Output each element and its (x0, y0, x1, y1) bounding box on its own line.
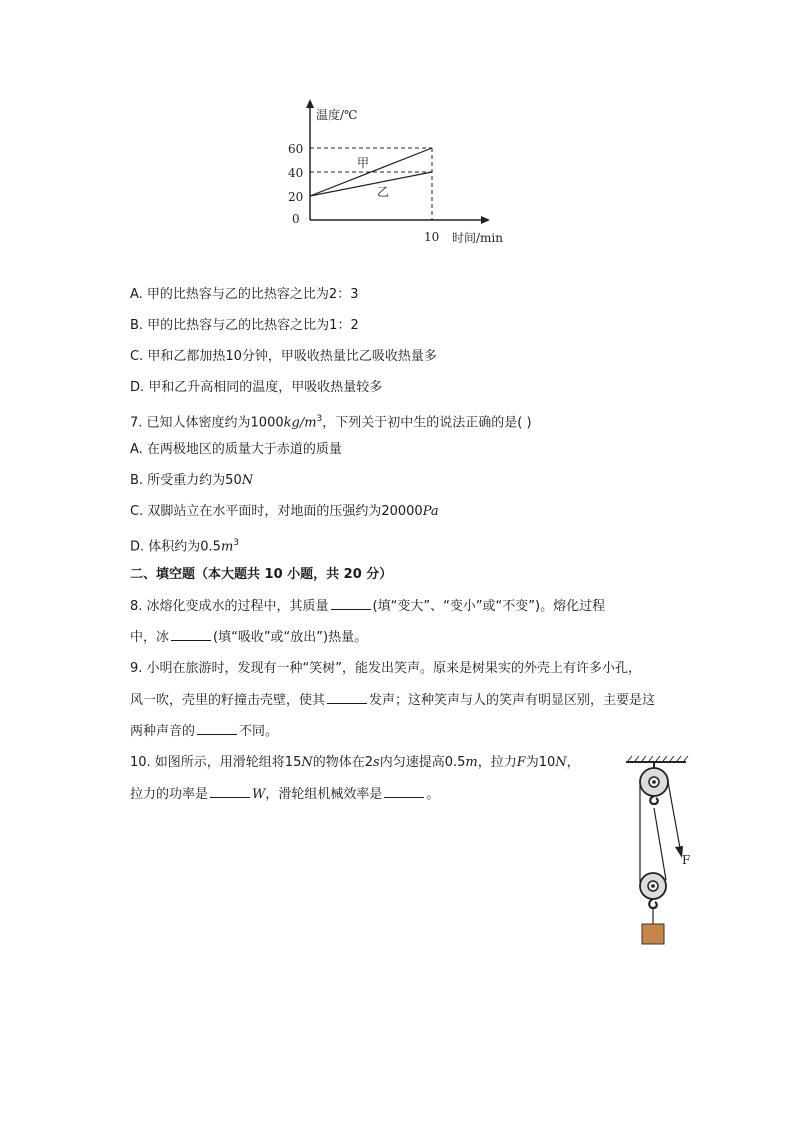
top-pulley-hook (650, 796, 657, 804)
q7-stem (130, 410, 532, 432)
y-axis-arrow (306, 99, 314, 108)
q10-l1-d: ，拉力 (477, 755, 517, 770)
q6-option-b: B. 甲的比热容与乙的比热容之比为1：2 (130, 318, 359, 333)
q7-stem-sup: 3 (316, 414, 323, 424)
q9-blank-1[interactable] (327, 691, 367, 704)
y-axis-label: 温度/℃ (316, 108, 358, 122)
q10-line-2 (130, 785, 439, 804)
q10-l1-f: ， (566, 755, 580, 770)
q8-l1-post: (填“变大”、“变小”或“不变”)。熔化过程 (372, 599, 606, 614)
y-tick-0: 0 (292, 212, 300, 226)
x-tick-10: 10 (424, 230, 440, 244)
load-block (642, 924, 664, 944)
top-pulley-axle (652, 780, 656, 784)
section-2-heading: 二、填空题（本大题共 10 小题，共 20 分） (130, 567, 393, 582)
ceiling-hatching (628, 756, 688, 761)
y-tick-20: 20 (288, 190, 304, 204)
q7-stem-post: ，下列关于初中生的说法正确的是( ) (322, 415, 532, 431)
q10-l1-m: m (465, 755, 478, 770)
temperature-time-graph (280, 95, 520, 255)
line-yi (310, 172, 432, 196)
q7-d-sup: 3 (233, 538, 240, 548)
q6-option-a: A. 甲的比热容与乙的比热容之比为2：3 (130, 287, 359, 302)
q10-l2-c: 。 (426, 787, 440, 802)
q10-l2-a: 拉力的功率是 (130, 787, 209, 802)
q10-blank-2[interactable] (384, 785, 424, 798)
q8-blank-1[interactable] (331, 597, 371, 610)
y-tick-40: 40 (288, 166, 304, 180)
q7-d-unit: m (220, 539, 234, 555)
q7-stem-pre: 7. 已知人体密度约为1000 (130, 415, 284, 431)
q10-blank-1[interactable] (210, 785, 250, 798)
q7-option-c (130, 503, 439, 521)
q8-blank-2[interactable] (171, 628, 211, 641)
q9-l2-post: 发声；这种笑声与人的笑声有明显区别，主要是这 (369, 693, 656, 708)
q7-d-text: D. 体积约为0.5 (130, 539, 221, 555)
q8-l2-post: (填“吸收”或“放出”)热量。 (213, 630, 368, 645)
y-tick-60: 60 (288, 142, 304, 156)
q7-stem-unit: kg/m (283, 415, 317, 431)
force-label: F (682, 853, 691, 867)
q7-option-b (130, 472, 253, 490)
bottom-pulley-hook (649, 899, 656, 908)
q10-l1-a: 10. 如图所示，用滑轮组将15 (130, 755, 302, 770)
q7-b-unit: N (241, 473, 254, 488)
q10-l2-W: W (252, 787, 266, 802)
q9-line-1: 9. 小明在旅游时，发现有一种“笑树”，能发出笑声。原来是树果实的外壳上有许多小孔， (130, 661, 642, 676)
q6-option-d: D. 甲和乙升高相同的温度，甲吸收热量较多 (130, 380, 383, 395)
q10-l2-b: ，滑轮组机械效率是 (265, 787, 383, 802)
rope-middle (654, 808, 666, 880)
q6-option-c: C. 甲和乙都加热10分钟，甲吸收热量比乙吸收热量多 (130, 349, 437, 364)
q10-l1-F: F (516, 755, 526, 770)
q10-l1-e: 为10 (525, 755, 556, 770)
q8-line-1 (130, 597, 605, 616)
line-jia (310, 148, 432, 196)
q9-l3-post: 不同。 (239, 724, 279, 739)
q8-line-2 (130, 628, 367, 647)
rope-right-pull (668, 782, 680, 848)
q7-option-a: A. 在两极地区的质量大于赤道的质量 (130, 442, 342, 457)
q10-line-1 (130, 754, 580, 772)
bottom-pulley-axle (651, 884, 655, 888)
q8-l1-pre: 8. 冰熔化变成水的过程中，其质量 (130, 599, 329, 614)
q9-line-3 (130, 722, 278, 741)
q9-l2-pre: 风一吹，壳里的籽撞击壳壁，使其 (130, 693, 326, 708)
q9-l3-pre: 两种声音的 (130, 724, 196, 739)
q10-l1-N2: N (555, 755, 567, 770)
x-axis-label: 时间/min (452, 231, 503, 245)
q7-option-d (130, 534, 239, 556)
q9-blank-2[interactable] (197, 722, 237, 735)
label-yi: 乙 (377, 185, 390, 199)
pulley-system-figure (620, 752, 700, 950)
q10-l1-b: 的物体在2 (312, 755, 374, 770)
q10-l1-c: 内匀速提高0.5 (379, 755, 466, 770)
q10-l1-N: N (301, 755, 313, 770)
q7-c-unit: Pa (422, 504, 439, 519)
q8-l2-pre: 中，冰 (130, 630, 170, 645)
q7-b-text: B. 所受重力约为50 (130, 473, 242, 488)
q7-c-text: C. 双脚站立在水平面时，对地面的压强约为20000 (130, 504, 423, 519)
label-jia: 甲 (357, 156, 370, 170)
q10-l1-s: s (373, 755, 380, 770)
q9-line-2 (130, 691, 655, 710)
x-axis-arrow (481, 216, 490, 224)
